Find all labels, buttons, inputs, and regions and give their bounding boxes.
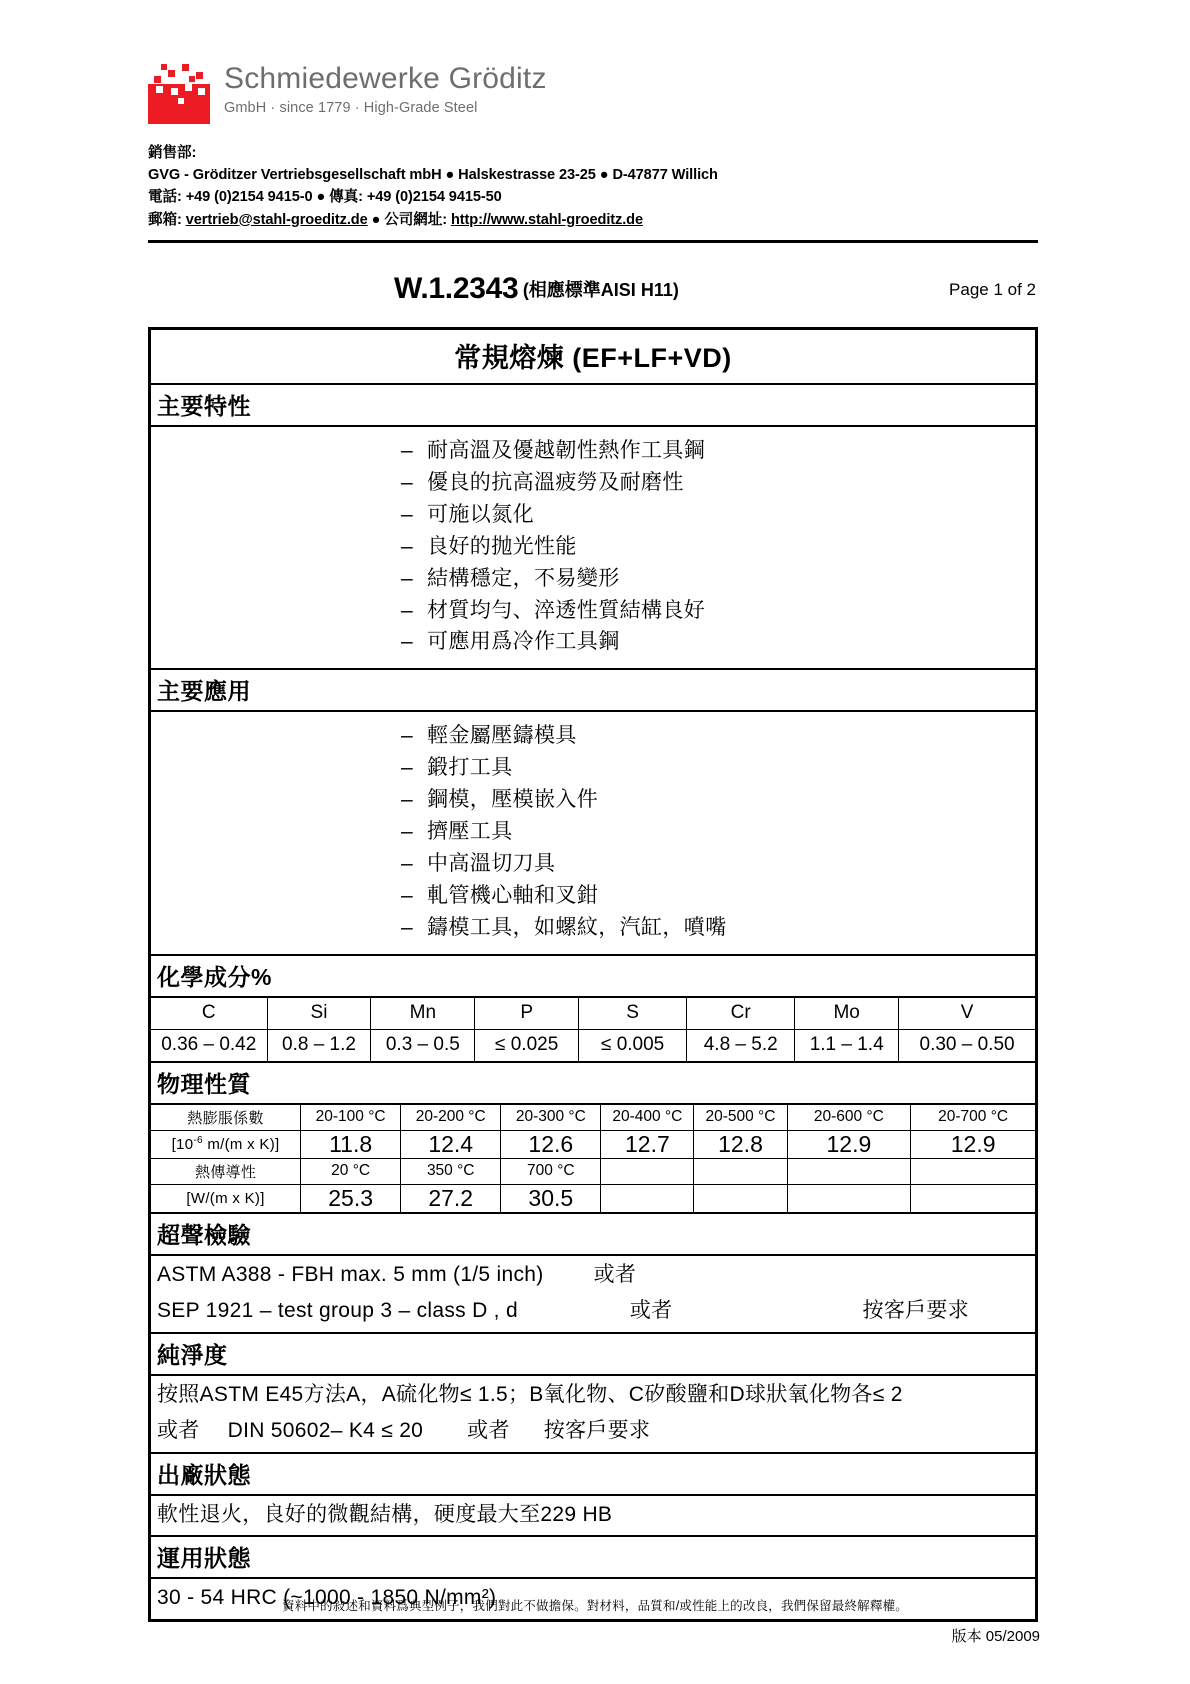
chem-table-band xyxy=(151,998,1035,1063)
table-row xyxy=(151,1158,1035,1184)
thermal-expansion-label: 熱膨脹係數 xyxy=(151,1105,301,1131)
unit-suffix: m/(m x K)] xyxy=(202,1136,280,1154)
conductivity-temp-cell xyxy=(601,1158,694,1184)
phone-fax-line: 電話: +49 (0)2154 9415-0 ● 傳真: +49 (0)2154 9415-50 xyxy=(148,189,502,206)
email-link[interactable]: vertrieb@stahl-groeditz.de xyxy=(185,211,368,228)
list-item xyxy=(151,563,1035,595)
unit-exponent: -6 xyxy=(193,1135,203,1147)
din-standard: DIN 50602– K4 ≤ 20 xyxy=(227,1419,424,1443)
email-web-line xyxy=(148,209,1048,231)
ultrasonic-line-1 xyxy=(151,1256,1035,1296)
purity-line-2 xyxy=(151,1415,1035,1452)
conductivity-temp-cell: 700 °C xyxy=(501,1158,601,1184)
sales-dept-label: 銷售部: xyxy=(148,145,197,161)
physical-table-band xyxy=(151,1105,1035,1214)
applications-band xyxy=(151,712,1035,955)
or-label: 或者 xyxy=(593,1262,637,1286)
conductivity-value-cell xyxy=(694,1184,787,1212)
footer-version: 版本 05/2009 xyxy=(951,1628,1040,1645)
purity-heading-band xyxy=(151,1334,1035,1376)
chemical-composition-table xyxy=(151,998,1035,1061)
title-row xyxy=(148,272,1038,320)
applications-heading: 主要應用 xyxy=(157,678,251,705)
chem-header-cell: V xyxy=(899,998,1035,1030)
bullet-dash: – xyxy=(401,915,414,939)
list-item xyxy=(151,626,1035,658)
expansion-value-cell: 12.9 xyxy=(787,1130,911,1158)
list-item xyxy=(151,880,1035,912)
bullet-dash: – xyxy=(401,502,414,526)
conductivity-temp-cell xyxy=(911,1158,1035,1184)
website-label: 公司網址: xyxy=(384,211,451,228)
chem-value-cell: ≤ 0.025 xyxy=(475,1029,579,1061)
conductivity-temp-cell xyxy=(787,1158,911,1184)
delivery-condition-heading: 出廠狀態 xyxy=(157,1461,251,1488)
application-text: 鑄模工具，如螺紋，汽缸，噴嘴 xyxy=(427,915,727,939)
expansion-temp-cell: 20-500 °C xyxy=(694,1105,787,1131)
ultrasonic-line-2 xyxy=(151,1295,1035,1332)
or-label: 或者 xyxy=(629,1299,673,1323)
feature-text: 結構穩定，不易變形 xyxy=(427,566,620,590)
chem-value-cell: 0.8 – 1.2 xyxy=(267,1029,371,1061)
expansion-value-cell: 12.4 xyxy=(401,1130,501,1158)
astm-standard: ASTM A388 - FBH max. 5 mm (1/5 inch) xyxy=(157,1262,544,1286)
thermal-conductivity-label: 熱傳導性 xyxy=(151,1158,301,1184)
datasheet-table xyxy=(148,327,1038,1622)
bullet-dash: – xyxy=(401,820,414,844)
features-heading-band xyxy=(151,385,1035,427)
physical-properties-heading: 物理性質 xyxy=(157,1070,251,1097)
expansion-temp-cell: 20-200 °C xyxy=(401,1105,501,1131)
applications-heading-band xyxy=(151,670,1035,712)
unit-prefix: [10 xyxy=(171,1136,194,1154)
chem-header-cell: Cr xyxy=(687,998,795,1030)
grade-standard: (相應標準AISI H11) xyxy=(522,280,679,300)
feature-text: 材質均勻、淬透性質結構良好 xyxy=(427,598,706,622)
expansion-temp-cell: 20-300 °C xyxy=(501,1105,601,1131)
groeditz-logo-icon xyxy=(148,62,210,124)
list-item xyxy=(151,595,1035,627)
per-customer-request: 按客戶要求 xyxy=(543,1419,651,1443)
conductivity-value-cell: 25.3 xyxy=(301,1184,401,1212)
chem-header-cell: P xyxy=(475,998,579,1030)
application-text: 鋼模，壓模嵌入件 xyxy=(427,788,599,812)
website-link[interactable]: http://www.stahl-groeditz.de xyxy=(450,211,644,228)
application-text: 軋管機心軸和叉鉗 xyxy=(427,883,599,907)
header-divider xyxy=(148,240,1038,243)
application-text: 輕金屬壓鑄模具 xyxy=(427,724,577,748)
bullet-dash: – xyxy=(401,630,414,654)
expansion-temp-cell: 20-700 °C xyxy=(911,1105,1035,1131)
bullet-dash: – xyxy=(401,439,414,462)
conductivity-value-cell xyxy=(787,1184,911,1212)
separator: ● xyxy=(367,211,385,228)
grade-designation: W.1.2343 xyxy=(394,272,519,305)
or-label: 或者 xyxy=(467,1419,510,1443)
chemical-composition-heading: 化學成分% xyxy=(157,963,272,990)
chem-value-cell: 1.1 – 1.4 xyxy=(795,1029,899,1061)
chem-header-cell: S xyxy=(579,998,687,1030)
chem-header-cell: Si xyxy=(267,998,371,1030)
physical-properties-table xyxy=(151,1105,1035,1212)
conductivity-value-cell xyxy=(601,1184,694,1212)
table-row xyxy=(151,1184,1035,1212)
features-heading: 主要特性 xyxy=(157,393,251,419)
feature-text: 可施以氮化 xyxy=(427,502,534,526)
feature-text: 耐高溫及優越韌性熱作工具鋼 xyxy=(427,439,706,462)
letterhead xyxy=(148,62,1048,231)
chem-header-cell: Mo xyxy=(795,998,899,1030)
bullet-dash: – xyxy=(401,788,414,812)
list-item xyxy=(151,720,1035,752)
conductivity-value-cell xyxy=(911,1184,1035,1212)
melting-band xyxy=(151,330,1035,385)
features-band xyxy=(151,427,1035,670)
ultrasonic-heading-band xyxy=(151,1214,1035,1256)
chem-value-cell: ≤ 0.005 xyxy=(579,1029,687,1061)
contact-block xyxy=(148,142,1048,231)
expansion-value-cell: 12.9 xyxy=(911,1130,1035,1158)
table-row xyxy=(151,1029,1035,1061)
purity-line-1: 按照ASTM E45方法A，A硫化物≤ 1.5；B氧化物、C矽酸鹽和D球狀氧化物各≤ 2 xyxy=(157,1382,903,1406)
application-text: 中高溫切刀具 xyxy=(427,851,556,875)
chem-header-cell: Mn xyxy=(371,998,475,1030)
purity-heading: 純淨度 xyxy=(157,1341,228,1368)
expansion-value-cell: 12.6 xyxy=(501,1130,601,1158)
conductivity-temp-cell: 20 °C xyxy=(301,1158,401,1184)
email-label: 郵箱: xyxy=(148,211,186,228)
expansion-temp-cell: 20-600 °C xyxy=(787,1105,911,1131)
bullet-dash: – xyxy=(401,534,414,558)
features-list xyxy=(151,427,1035,668)
conductivity-temp-cell xyxy=(694,1158,787,1184)
grade-title xyxy=(394,272,679,306)
usage-heading-band xyxy=(151,1537,1035,1579)
feature-text: 良好的抛光性能 xyxy=(427,534,577,558)
list-item xyxy=(151,499,1035,531)
expansion-value-cell: 12.7 xyxy=(601,1130,694,1158)
delivery-band xyxy=(151,1496,1035,1538)
bullet-dash: – xyxy=(401,851,414,875)
chem-value-cell: 0.30 – 0.50 xyxy=(899,1029,1035,1061)
expansion-temp-cell: 20-400 °C xyxy=(601,1105,694,1131)
delivery-heading-band xyxy=(151,1454,1035,1496)
per-customer-request: 按客戶要求 xyxy=(862,1299,970,1323)
application-text: 擠壓工具 xyxy=(427,820,513,844)
chem-value-cell: 0.36 – 0.42 xyxy=(151,1029,267,1061)
conductivity-temp-cell: 350 °C xyxy=(401,1158,501,1184)
table-row xyxy=(151,1130,1035,1158)
application-text: 鍛打工具 xyxy=(427,756,513,780)
ultrasonic-band xyxy=(151,1256,1035,1334)
list-item xyxy=(151,531,1035,563)
purity-band xyxy=(151,1376,1035,1454)
chem-value-cell: 0.3 – 0.5 xyxy=(371,1029,475,1061)
delivery-condition-text: 軟性退火，良好的微觀結構，硬度最大至229 HB xyxy=(157,1502,613,1526)
table-row xyxy=(151,1105,1035,1131)
usage-condition-text: 30 - 54 HRC (~1000 - 1850 N/mm²) xyxy=(157,1586,497,1610)
conductivity-value-cell: 30.5 xyxy=(501,1184,601,1212)
bullet-dash: – xyxy=(401,756,414,780)
list-item xyxy=(151,816,1035,848)
company-address-line: GVG - Gröditzer Vertriebsgesellschaft mbH ● Halskestrasse 23-25 ● D-47877 Willich xyxy=(148,167,718,184)
list-item xyxy=(151,912,1035,944)
bullet-dash: – xyxy=(401,883,414,907)
feature-text: 可應用爲冷作工具鋼 xyxy=(427,630,620,654)
company-logo xyxy=(148,62,1048,124)
footer-disclaimer: 資料中的敍述和資料爲典型例子，我們對此不做擔保。對材料，品質和/或性能上的改良，我們保留最終解釋權。 xyxy=(282,1599,908,1613)
list-item xyxy=(151,784,1035,816)
physical-heading-band xyxy=(151,1063,1035,1105)
expansion-value-cell: 11.8 xyxy=(301,1130,401,1158)
table-row xyxy=(151,998,1035,1030)
expansion-temp-cell: 20-100 °C xyxy=(301,1105,401,1131)
list-item xyxy=(151,467,1035,499)
list-item xyxy=(151,435,1035,467)
ultrasonic-heading: 超聲檢驗 xyxy=(157,1221,251,1248)
page-number: Page 1 of 2 xyxy=(949,280,1036,299)
bullet-dash: – xyxy=(401,598,414,622)
feature-text: 優良的抗高溫疲勞及耐磨性 xyxy=(427,470,684,494)
sep-standard: SEP 1921 – test group 3 – class D , d xyxy=(157,1299,518,1323)
conductivity-value-cell: 27.2 xyxy=(401,1184,501,1212)
list-item xyxy=(151,848,1035,880)
logo-company-name: Schmiedewerke Gröditz xyxy=(224,62,547,95)
bullet-dash: – xyxy=(401,566,414,590)
thermal-expansion-unit xyxy=(151,1130,301,1158)
applications-list xyxy=(151,712,1035,953)
list-item xyxy=(151,752,1035,784)
or-label: 或者 xyxy=(157,1419,200,1443)
chem-header-cell: C xyxy=(151,998,267,1030)
bullet-dash: – xyxy=(401,724,414,748)
usage-condition-heading: 運用狀態 xyxy=(157,1545,251,1572)
bullet-dash: – xyxy=(401,470,414,494)
expansion-value-cell: 12.8 xyxy=(694,1130,787,1158)
chem-heading-band xyxy=(151,956,1035,998)
melting-heading: 常規熔煉 (EF+LF+VD) xyxy=(454,343,732,373)
chem-value-cell: 4.8 – 5.2 xyxy=(687,1029,795,1061)
thermal-conductivity-unit: [W/(m x K)] xyxy=(151,1184,301,1212)
logo-tagline: GmbH · since 1779 · High-Grade Steel xyxy=(224,100,478,116)
